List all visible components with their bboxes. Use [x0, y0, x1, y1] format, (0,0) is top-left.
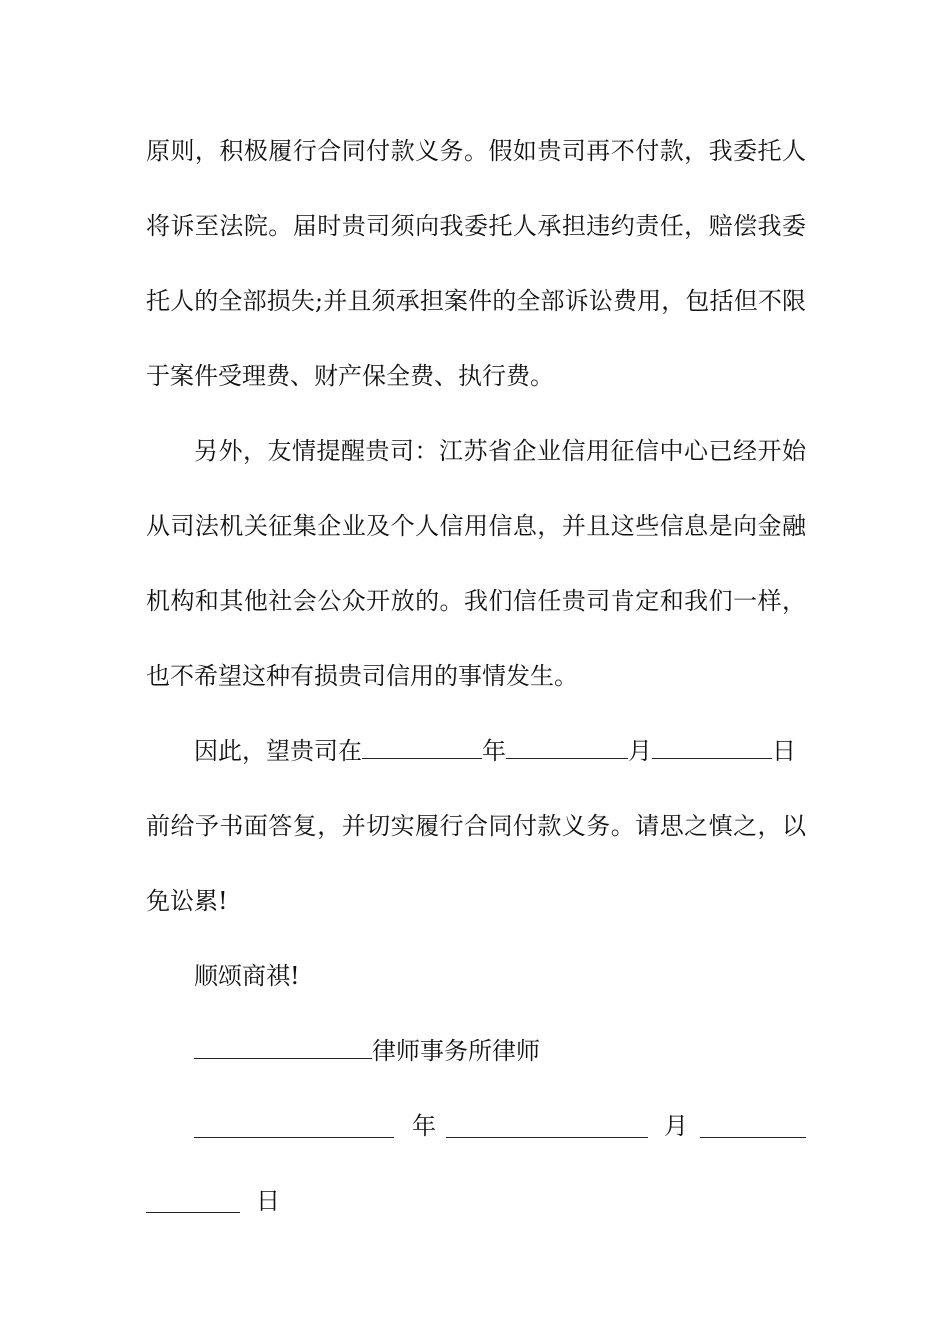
closing-greeting: 顺颂商祺! [194, 962, 300, 990]
paragraph1-line-2: 将诉至法院。届时贵司须向我委托人承担违约责任，赔偿我委 [146, 212, 806, 240]
deadline-day-label: 日 [772, 737, 796, 765]
paragraph1-line-3: 托人的全部损失;并且须承担案件的全部诉讼费用，包括但不限 [146, 287, 806, 315]
deadline-line [194, 736, 806, 766]
sign-date-row [146, 1111, 806, 1141]
deadline-year-blank [362, 736, 482, 759]
paragraph3-line-2: 前给予书面答复，并切实履行合同付款义务。请思之慎之，以 [146, 812, 806, 840]
sign-date-row-2 [146, 1186, 806, 1216]
deadline-year-label: 年 [482, 737, 506, 765]
paragraph2-line-2: 从司法机关征集企业及个人信用信息，并且这些信息是向金融 [146, 512, 806, 540]
sign-year-label: 年 [412, 1112, 436, 1140]
sign-day-label: 日 [256, 1187, 280, 1215]
paragraph1-line-1: 原则，积极履行合同付款义务。假如贵司再不付款，我委托人 [146, 137, 806, 165]
paragraph2-line-3: 机构和其他社会公众开放的。我们信任贵司肯定和我们一样， [146, 587, 806, 615]
sign-day-blank-part2 [146, 1190, 240, 1213]
paragraph3-line-3: 免讼累! [146, 887, 228, 915]
signature-line [194, 1036, 854, 1066]
paragraph1-line-4: 于案件受理费、财产保全费、执行费。 [146, 362, 554, 390]
signature-label: 律师事务所律师 [372, 1037, 540, 1065]
firm-name-blank [194, 1036, 372, 1059]
sign-day-blank-part1 [700, 1115, 806, 1138]
deadline-month-blank [506, 736, 628, 759]
sign-month-label: 月 [664, 1112, 688, 1140]
sign-month-blank [446, 1115, 648, 1138]
sign-year-blank [194, 1115, 394, 1138]
paragraph2-line-1: 另外，友情提醒贵司：江苏省企业信用征信中心已经开始 [194, 437, 806, 465]
paragraph2-line-4: 也不希望这种有损贵司信用的事情发生。 [146, 662, 578, 690]
deadline-prefix: 因此，望贵司在 [194, 737, 362, 765]
deadline-day-blank [652, 736, 772, 759]
deadline-month-label: 月 [628, 737, 652, 765]
